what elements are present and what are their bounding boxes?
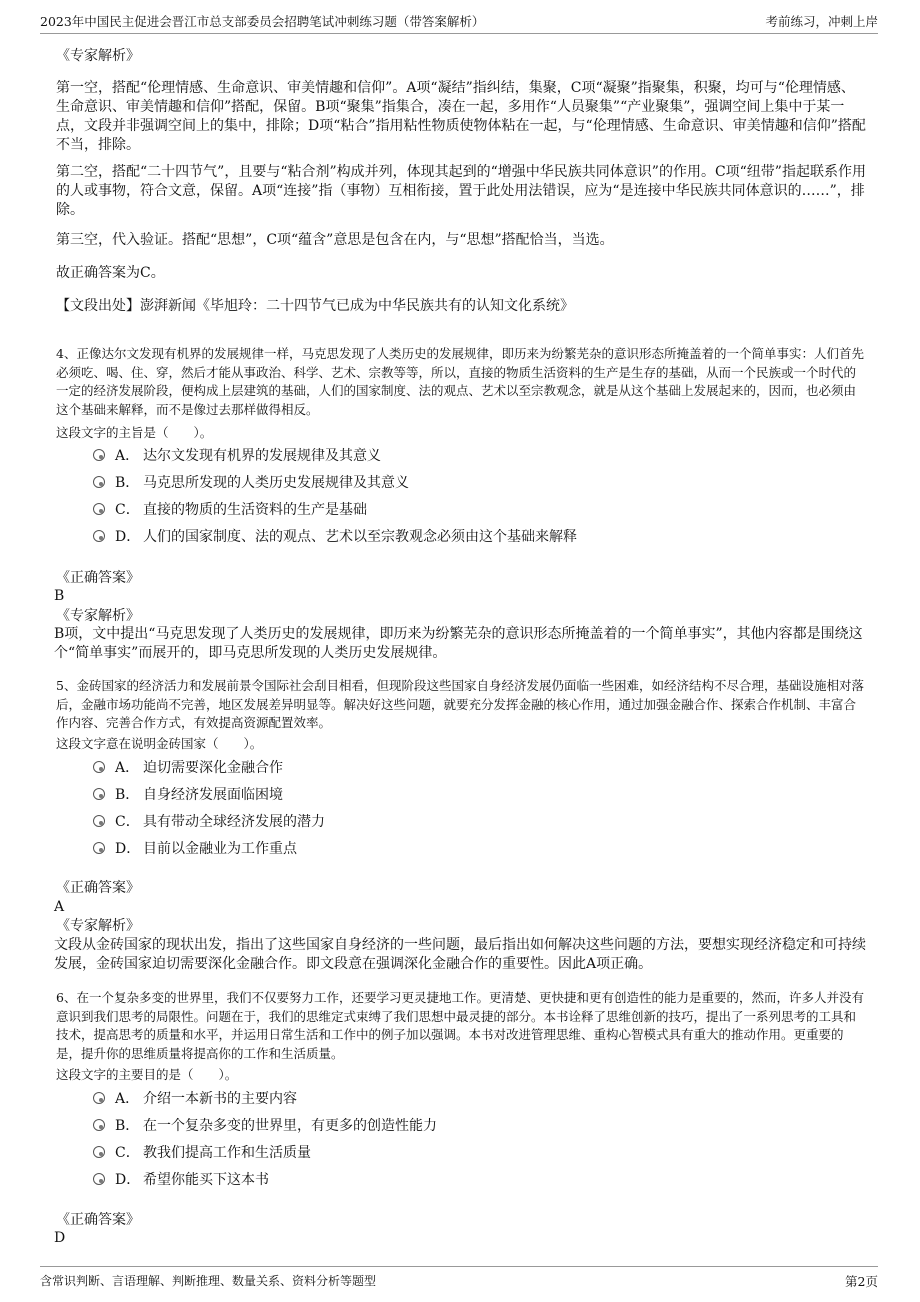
radio-icon[interactable] [93,761,105,773]
footer-categories: 含常识判断、言语理解、判断推理、数量关系、资料分析等题型 [40,1274,377,1288]
analysis-label: 《专家解析》 [56,48,140,64]
header-divider [40,33,878,34]
radio-icon[interactable] [93,815,105,827]
question-6-answer-label: 《正确答案》 [56,1212,140,1228]
option-label: B． [115,475,140,491]
option-label: A． [115,448,140,464]
option-label: D． [115,529,141,545]
text-source: 【文段出处】澎湃新闻《毕旭玲：二十四节气已成为中华民族共有的认知文化系统》 [56,298,574,314]
option-text: 自身经济发展面临困境 [143,787,283,803]
question-5-answer-label: 《正确答案》 [56,880,140,896]
radio-icon[interactable] [93,1146,105,1158]
option-text: 教我们提高工作和生活质量 [143,1145,311,1161]
option-text: 希望你能买下这本书 [143,1172,269,1188]
radio-icon[interactable] [93,1173,105,1185]
option-text: 具有带动全球经济发展的潜力 [143,814,325,830]
option-text: 目前以金融业为工作重点 [143,841,297,857]
question-5-analysis-label: 《专家解析》 [56,918,140,934]
radio-icon[interactable] [93,449,105,461]
radio-icon[interactable] [93,530,105,542]
option-label: B． [115,787,140,803]
option-label: A． [115,760,140,776]
question-6-prompt: 这段文字的主要目的是（ ）。 [56,1067,238,1082]
question-4-analysis: B项，文中提出“马克思发现了人类历史的发展规律，即历来为纷繁芜杂的意识形态所掩盖着的一个简单事实”，其他内容都是围绕这个“简单事实”而展开的，即马克思所发现的人类历史发展规律。 [54,626,863,661]
option-label: A． [115,1091,140,1107]
page-header [0,0,920,30]
option-text: 人们的国家制度、法的观点、艺术以至宗教观念必须由这个基础来解释 [143,529,577,545]
analysis-conclusion: 故正确答案为C。 [56,265,165,281]
radio-icon[interactable] [93,1092,105,1104]
footer-divider [40,1266,878,1267]
question-4-answer-label: 《正确答案》 [56,570,140,586]
radio-icon[interactable] [93,476,105,488]
option-label: B． [115,1118,140,1134]
option-label: D． [115,1172,141,1188]
option-label: D． [115,841,141,857]
question-6-text: 6、在一个复杂多变的世界里，我们不仅要努力工作，还要学习更灵捷地工作。更清楚、更快捷和更有创造性的能力是重要的，然而，许多人并没有意识到我们思考的局限性。问题在于，我们的思维定式束缚了我们思想中最灵捷的部分。本书诠释了思维创新的技巧，提出了一系列思考的工具和技术，提高思考的质量和水平，并运用日常生活和工作中的例子加以强调。本书对改进管理思维、重构心智模式具有重大的推动作用。更重要的是，提升你的思维质量将提高你的工作和生活质量。 [56,990,864,1061]
question-5-answer: A [54,899,65,915]
option-text: 迫切需要深化金融合作 [143,760,283,776]
radio-icon[interactable] [93,503,105,515]
question-6-answer: D [54,1230,66,1246]
option-text: 马克思所发现的人类历史发展规律及其意义 [143,475,409,491]
radio-icon[interactable] [93,788,105,800]
question-4-answer: B [54,588,65,604]
question-4-prompt: 这段文字的主旨是（ ）。 [56,425,213,440]
page-number: 第2页 [845,1274,878,1289]
question-4-text: 4、正像达尔文发现有机界的发展规律一样，马克思发现了人类历史的发展规律，即历来为纷繁芜杂的意识形态所掩盖着的一个简单事实：人们首先必须吃、喝、住、穿，然后才能从事政治、科学、艺术、宗教等等，所以，直接的物质生活资料的生产是生存的基础，从而一个民族或一个时代的一定的经济发展阶段，便构成上层建筑的基础，人们的国家制度、法的观点、艺术以至宗教观念，就是从这个基础上发展起来的，因而，也必须由这个基础来解释，而不是像过去那样做得相反。 [56,346,864,417]
analysis-paragraph-1: 第一空，搭配“伦理情感、生命意识、审美情趣和信仰”。A项“凝结”指纠结，集聚，C项“凝聚”指聚集，积聚，均可与“伦理情感、生命意识、审美情趣和信仰”搭配，保留。B项“聚集”指集合，凑在一起，多用作“人员聚集”“产业聚集”，强调空间上集中于某一点，文段并非强调空间上的集中，排除；D项“粘合”指用粘性物质使物体粘在一起，与“伦理情感、生命意识、审美情趣和信仰”搭配不当，排除。 [56,80,866,153]
option-label: C． [115,814,140,830]
question-5-text: 5、金砖国家的经济活力和发展前景令国际社会刮目相看，但现阶段这些国家自身经济发展仍面临一些困难，如经济结构不尽合理，基础设施相对落后，金融市场功能尚不完善，地区发展差异明显等。解决好这些问题，就要充分发挥金融的核心作用，通过加强金融合作、探索合作机制、丰富合作内容、完善合作方式，有效提高资源配置效率。 [56,678,864,730]
option-text: 直接的物质的生活资料的生产是基础 [143,502,367,518]
document-title: 2023年中国民主促进会晋江市总支部委员会招聘笔试冲刺练习题（带答案解析） [40,14,485,29]
option-text: 达尔文发现有机界的发展规律及其意义 [143,448,381,464]
header-slogan: 考前练习，冲刺上岸 [765,14,878,29]
radio-icon[interactable] [93,842,105,854]
option-label: C． [115,1145,140,1161]
option-text: 介绍一本新书的主要内容 [143,1091,297,1107]
question-5-analysis: 文段从金砖国家的现状出发，指出了这些国家自身经济的一些问题，最后指出如何解决这些问题的方法，要想实现经济稳定和可持续发展，金砖国家迫切需要深化金融合作。即文段意在强调深化金融合作的重要性。因此A项正确。 [54,937,866,972]
option-text: 在一个复杂多变的世界里，有更多的创造性能力 [143,1118,437,1134]
question-5-prompt: 这段文字意在说明金砖国家（ ）。 [56,736,263,751]
analysis-paragraph-2: 第二空，搭配“二十四节气”，且要与“粘合剂”构成并列，体现其起到的“增强中华民族共同体意识”的作用。C项“纽带”指起联系作用的人或事物，符合文意，保留。A项“连接”指（事物）互相衔接，置于此处用法错误，应为“是连接中华民族共同体意识的……”，排除。 [56,164,866,218]
option-label: C． [115,502,140,518]
analysis-paragraph-3: 第三空，代入验证。搭配“思想”，C项“蕴含”意思是包含在内，与“思想”搭配恰当，当选。 [56,232,614,248]
question-4-analysis-label: 《专家解析》 [56,608,140,624]
radio-icon[interactable] [93,1119,105,1131]
